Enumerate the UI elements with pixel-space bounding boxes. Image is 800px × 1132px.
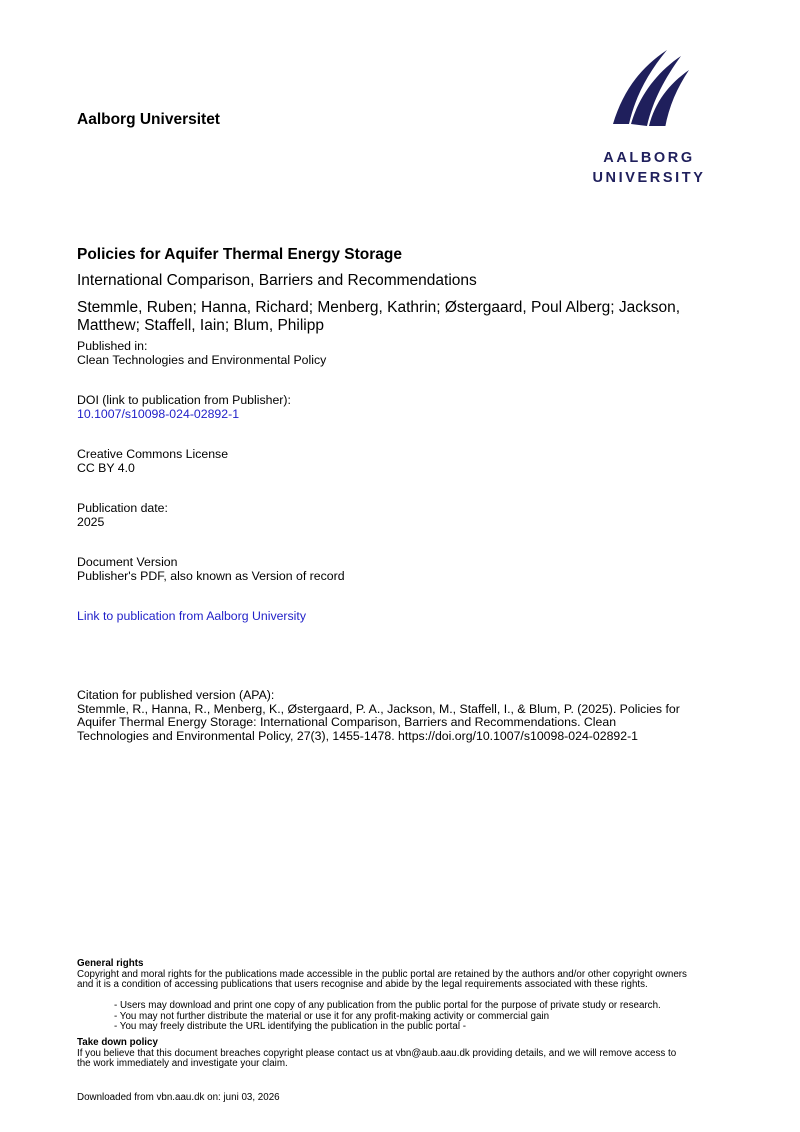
published-in-value: Clean Technologies and Environmental Policy <box>77 352 327 367</box>
citation-line: Aquifer Thermal Energy Storage: International Comparison, Barriers and Recommendations. Clean <box>77 715 617 729</box>
institution-name: Aalborg Universitet <box>77 111 220 128</box>
download-footer: Downloaded from vbn.aau.dk on: juni 03, 2026 <box>77 1092 280 1103</box>
published-in-section <box>77 340 326 367</box>
take-down-text: If you believe that this document breaches copyright please contact us at vbn@aub.aau.dk providing details, and we will remove access to <box>77 1047 677 1059</box>
citation-label: Citation for published version (APA): <box>77 688 275 702</box>
waves-logo-icon <box>585 46 715 146</box>
license-value: CC BY 4.0 <box>77 460 135 475</box>
citation-line: Technologies and Environmental Policy, 27(3), 1455-1478. https://doi.org/10.1007/s10098-024-02892-1 <box>77 728 639 743</box>
list-item: - You may freely distribute the URL identifying the publication in the public portal - <box>114 1021 466 1032</box>
list-item: - Users may download and print one copy of any publication from the public portal for the purpose of private study or research. <box>114 1000 661 1011</box>
logo-text-aalborg: AALBORG <box>603 150 695 166</box>
document-version-label: Document Version <box>77 555 178 569</box>
take-down-text: the work immediately and investigate your claim. <box>77 1058 288 1069</box>
document-version-section <box>77 556 345 583</box>
general-rights-text: and it is a condition of accessing publications that users recognise and abide by the legal requirements associated with these rights. <box>77 979 648 990</box>
general-rights-heading: General rights <box>77 958 144 969</box>
citation-section <box>77 689 757 743</box>
logo-text-university: UNIVERSITY <box>592 170 706 186</box>
take-down-heading: Take down policy <box>77 1037 158 1048</box>
take-down-section <box>77 1038 757 1070</box>
citation-line: Stemmle, R., Hanna, R., Menberg, K., Østergaard, P. A., Jackson, M., Staffell, I., & Blum, P. (2025). Policies for <box>77 701 680 716</box>
rights-list <box>114 1001 661 1033</box>
authors: Stemmle, Ruben; Hanna, Richard; Menberg, Kathrin; Østergaard, Poul Alberg; Jackson, Matthew; Staffell, Iain; Blum, Philipp <box>77 299 681 334</box>
list-item: - You may not further distribute the material or use it for any profit-making activity or commercial gain <box>114 1010 550 1022</box>
published-in-label: Published in: <box>77 339 148 353</box>
publication-date-section <box>77 502 168 529</box>
license-label: Creative Commons License <box>77 447 229 461</box>
publication-link[interactable]: Link to publication from Aalborg University <box>77 609 306 623</box>
doi-label: DOI (link to publication from Publisher): <box>77 393 291 407</box>
general-rights-section <box>77 959 757 991</box>
license-section <box>77 448 228 475</box>
doi-section <box>77 394 291 421</box>
doi-link[interactable]: 10.1007/s10098-024-02892-1 <box>77 406 240 421</box>
publication-date-label: Publication date: <box>77 501 168 515</box>
publication-subtitle: International Comparison, Barriers and Recommendations <box>77 272 477 289</box>
publication-title: Policies for Aquifer Thermal Energy Storage <box>77 246 403 263</box>
publication-date-value: 2025 <box>77 514 105 529</box>
general-rights-text: Copyright and moral rights for the publications made accessible in the public portal are retained by the authors and/or other copyright owners <box>77 968 687 980</box>
document-version-value: Publisher's PDF, also known as Version of record <box>77 568 345 583</box>
aalborg-university-logo <box>585 46 715 191</box>
